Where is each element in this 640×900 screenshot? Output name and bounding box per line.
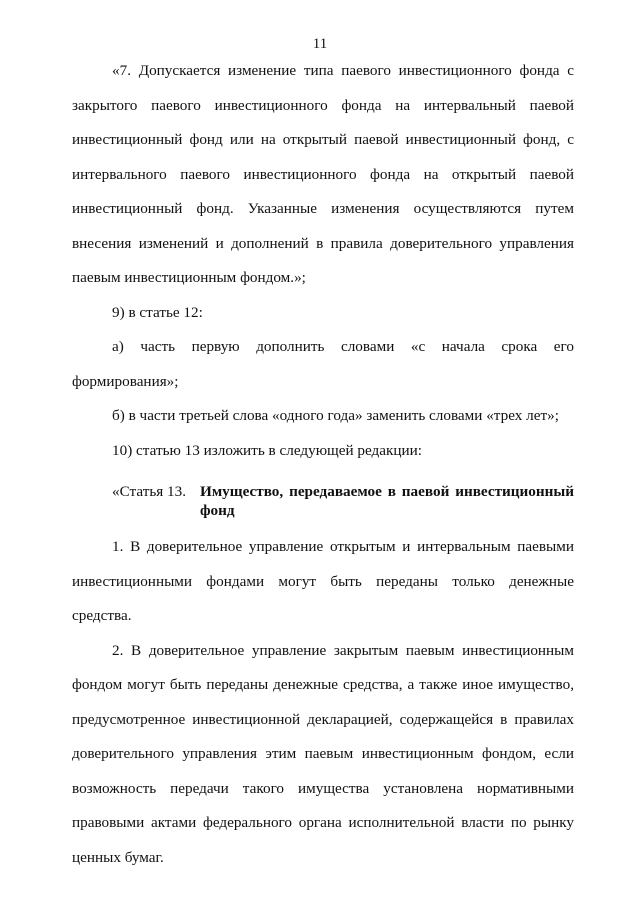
paragraph-item-10: 10) статью 13 изложить в следующей редакции:: [112, 441, 422, 459]
paragraph-item-9: 9) в статье 12:: [112, 303, 203, 321]
document-body: [72, 54, 574, 875]
article-heading: [72, 476, 574, 530]
page-number: 11: [312, 36, 328, 52]
paragraph-article-part-2: 2. В доверительное управление закрытым паевым инвестиционным фондом могут быть переданы денежные средства, а также иное имущество, предусмотренное инвестиционной декларацией, содержащейся в правилах доверительного управления этим паевым инвестиционным фондом, если возможность передачи такого имущества установлена нормативными правовыми актами федерального органа исполнительной власти по рынку ценных бумаг.: [72, 641, 574, 866]
paragraph-article-part-1: 1. В доверительное управление открытым и интервальным паевыми инвестиционными фондами могут быть переданы только денежные средства.: [72, 538, 574, 624]
paragraph-amendment-7: «7. Допускается изменение типа паевого инвестиционного фонда с закрытого паевого инвестиционного фонда на интервальный паевой инвестиционный фонд или на открытый паевой инвестиционный фонд, с интервального паевого инвестиционного фонда на открытый паевой инвестиционный фонд. Указанные изменения осуществляются путем внесения изменений и дополнений в правила доверительного управления паевым инвестиционным фондом.»;: [72, 62, 574, 286]
article-title: Имущество, передаваемое в паевой инвестиционный фонд: [200, 483, 574, 519]
paragraph-subitem-a: а) часть первую дополнить словами «с начала срока его формирования»;: [72, 338, 574, 390]
paragraph-subitem-b: б) в части третьей слова «одного года» заменить словами «трех лет»;: [112, 407, 559, 424]
article-label: «Статья 13.: [112, 483, 187, 500]
